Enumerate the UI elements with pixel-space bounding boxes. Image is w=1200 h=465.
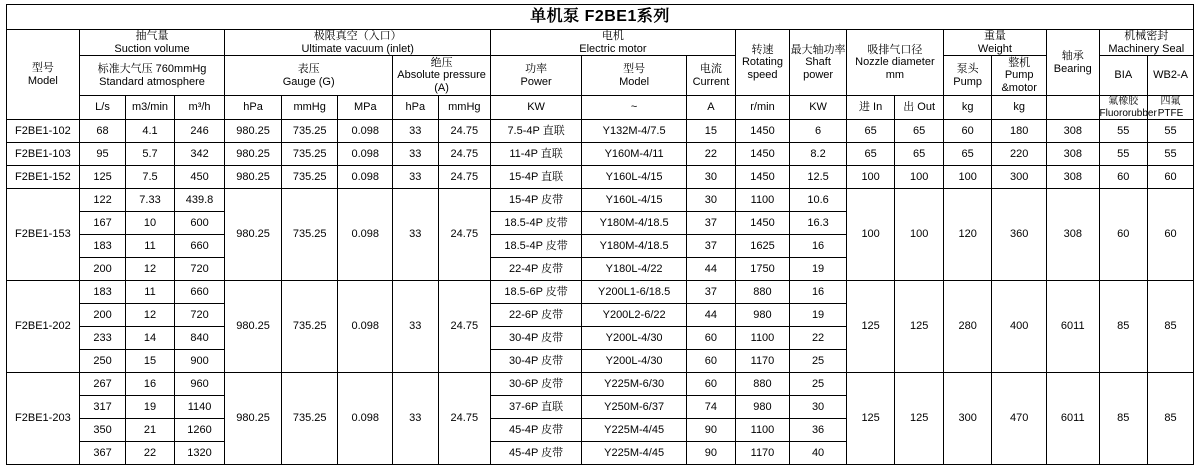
cell-shaft-power: 19 <box>790 304 847 327</box>
cell-speed: 1625 <box>735 235 790 258</box>
cell-abs-hpa: 33 <box>393 143 438 166</box>
cell-abs-mmhg: 24.75 <box>438 143 491 166</box>
cell-m3min: 10 <box>126 212 175 235</box>
cell-seal-bia: 85 <box>1099 281 1148 373</box>
cell-shaft-power: 19 <box>790 258 847 281</box>
cell-m3h: 1140 <box>174 396 225 419</box>
unit-shaft-kw: KW <box>790 96 847 120</box>
unit-gauge-mmhg: mmHg <box>281 96 338 120</box>
cell-current: 44 <box>687 304 736 327</box>
header-rotating-speed: 转速 Rotating speed <box>735 30 790 96</box>
cell-seal-wb2a: 55 <box>1148 120 1194 143</box>
cell-motor-model: Y225M-4/45 <box>582 442 687 465</box>
cell-current: 30 <box>687 166 736 189</box>
cell-power: 22-6P 皮带 <box>491 304 582 327</box>
header-power: 功率 Power <box>491 56 582 96</box>
cell-shaft-power: 30 <box>790 396 847 419</box>
cell-nozzle-in: 100 <box>846 166 895 189</box>
cell-shaft-power: 40 <box>790 442 847 465</box>
cell-ls: 233 <box>79 327 125 350</box>
cell-gauge-mmhg: 735.25 <box>281 166 338 189</box>
cell-weight-pump: 120 <box>943 189 992 281</box>
unit-nozzle-out: 出 Out <box>895 96 944 120</box>
cell-weight-total: 180 <box>992 120 1047 143</box>
cell-weight-pump: 100 <box>943 166 992 189</box>
cell-weight-pump: 65 <box>943 143 992 166</box>
cell-current: 22 <box>687 143 736 166</box>
cell-m3min: 12 <box>126 258 175 281</box>
cell-ls: 200 <box>79 258 125 281</box>
cell-ls: 367 <box>79 442 125 465</box>
cell-seal-wb2a: 85 <box>1148 373 1194 465</box>
cell-weight-total: 360 <box>992 189 1047 281</box>
header-mechanical-seal: 机械密封 Machinery Seal <box>1099 30 1193 56</box>
cell-nozzle-in: 65 <box>846 120 895 143</box>
cell-seal-wb2a: 85 <box>1148 281 1194 373</box>
cell-power: 37-6P 直联 <box>491 396 582 419</box>
unit-gauge-mpa: MPa <box>338 96 393 120</box>
cell-current: 90 <box>687 419 736 442</box>
cell-speed: 980 <box>735 396 790 419</box>
cell-model: F2BE1-203 <box>7 373 80 465</box>
cell-power: 11-4P 直联 <box>491 143 582 166</box>
cell-shaft-power: 22 <box>790 327 847 350</box>
cell-speed: 1170 <box>735 350 790 373</box>
cell-m3min: 14 <box>126 327 175 350</box>
cell-abs-mmhg: 24.75 <box>438 189 491 281</box>
cell-shaft-power: 6 <box>790 120 847 143</box>
header-absolute-pressure: 绝压 Absolute pressure (A) <box>393 56 491 96</box>
cell-abs-hpa: 33 <box>393 189 438 281</box>
cell-power: 18.5-4P 皮带 <box>491 235 582 258</box>
cell-speed: 1100 <box>735 327 790 350</box>
cell-nozzle-out: 65 <box>895 120 944 143</box>
cell-speed: 1450 <box>735 212 790 235</box>
cell-abs-hpa: 33 <box>393 166 438 189</box>
table-body <box>7 120 1194 465</box>
table-row <box>7 120 1194 143</box>
cell-ls: 317 <box>79 396 125 419</box>
cell-weight-pump: 300 <box>943 373 992 465</box>
cell-motor-model: Y200L-4/30 <box>582 350 687 373</box>
cell-m3h: 1320 <box>174 442 225 465</box>
unit-gauge-hpa: hPa <box>225 96 282 120</box>
cell-seal-bia: 55 <box>1099 120 1148 143</box>
cell-m3h: 660 <box>174 235 225 258</box>
table-row <box>7 166 1194 189</box>
cell-motor-model: Y160M-4/11 <box>582 143 687 166</box>
cell-motor-model: Y200L1-6/18.5 <box>582 281 687 304</box>
header-seal-wb2a: WB2-A <box>1148 56 1194 96</box>
cell-bearing: 6011 <box>1046 373 1099 465</box>
cell-nozzle-in: 125 <box>846 373 895 465</box>
cell-m3min: 11 <box>126 235 175 258</box>
cell-current: 37 <box>687 212 736 235</box>
cell-motor-model: Y180L-4/22 <box>582 258 687 281</box>
cell-m3min: 12 <box>126 304 175 327</box>
cell-gauge-hpa: 980.25 <box>225 281 282 373</box>
cell-shaft-power: 16 <box>790 235 847 258</box>
cell-shaft-power: 8.2 <box>790 143 847 166</box>
cell-model: F2BE1-152 <box>7 166 80 189</box>
cell-motor-model: Y225M-4/45 <box>582 419 687 442</box>
cell-gauge-mpa: 0.098 <box>338 373 393 465</box>
cell-nozzle-out: 65 <box>895 143 944 166</box>
cell-speed: 1450 <box>735 166 790 189</box>
cell-model: F2BE1-202 <box>7 281 80 373</box>
page-title: 单机泵 F2BE1系列 <box>7 5 1194 30</box>
cell-abs-mmhg: 24.75 <box>438 166 491 189</box>
cell-shaft-power: 16 <box>790 281 847 304</box>
cell-speed: 1100 <box>735 189 790 212</box>
cell-model: F2BE1-102 <box>7 120 80 143</box>
cell-power: 15-4P 皮带 <box>491 189 582 212</box>
cell-bearing: 308 <box>1046 143 1099 166</box>
cell-gauge-mpa: 0.098 <box>338 120 393 143</box>
cell-abs-mmhg: 24.75 <box>438 120 491 143</box>
cell-abs-mmhg: 24.75 <box>438 281 491 373</box>
cell-bearing: 308 <box>1046 166 1099 189</box>
header-ultimate-vacuum: 极限真空（入口） Ultimate vacuum (inlet) <box>225 30 491 56</box>
cell-nozzle-out: 125 <box>895 373 944 465</box>
cell-nozzle-out: 100 <box>895 189 944 281</box>
unit-weight-pump-kg: kg <box>943 96 992 120</box>
cell-nozzle-out: 125 <box>895 281 944 373</box>
table-row <box>7 143 1194 166</box>
header-electric-motor: 电机 Electric motor <box>491 30 736 56</box>
cell-weight-total: 400 <box>992 281 1047 373</box>
cell-power: 30-4P 皮带 <box>491 327 582 350</box>
cell-speed: 980 <box>735 304 790 327</box>
cell-power: 22-4P 皮带 <box>491 258 582 281</box>
cell-m3h: 840 <box>174 327 225 350</box>
header-motor-model: 型号 Model <box>582 56 687 96</box>
cell-seal-wb2a: 60 <box>1148 189 1194 281</box>
cell-seal-bia: 60 <box>1099 166 1148 189</box>
cell-power: 30-4P 皮带 <box>491 350 582 373</box>
cell-weight-pump: 280 <box>943 281 992 373</box>
cell-motor-model: Y132M-4/7.5 <box>582 120 687 143</box>
cell-bearing: 6011 <box>1046 281 1099 373</box>
header-current: 电流 Current <box>687 56 736 96</box>
header-bearing: 轴承 Bearing <box>1046 30 1099 96</box>
cell-abs-mmhg: 24.75 <box>438 373 491 465</box>
cell-gauge-hpa: 980.25 <box>225 373 282 465</box>
cell-ls: 183 <box>79 235 125 258</box>
cell-bearing: 308 <box>1046 189 1099 281</box>
cell-m3h: 439.8 <box>174 189 225 212</box>
cell-weight-total: 220 <box>992 143 1047 166</box>
cell-m3min: 4.1 <box>126 120 175 143</box>
header-gauge: 表压 Gauge (G) <box>225 56 393 96</box>
unit-m3min: m3/min <box>126 96 175 120</box>
cell-motor-model: Y225M-6/30 <box>582 373 687 396</box>
cell-gauge-hpa: 980.25 <box>225 143 282 166</box>
header-suction-volume: 抽气量 Suction volume <box>79 30 225 56</box>
cell-m3min: 11 <box>126 281 175 304</box>
cell-motor-model: Y250M-6/37 <box>582 396 687 419</box>
cell-m3h: 960 <box>174 373 225 396</box>
cell-motor-model: Y200L-4/30 <box>582 327 687 350</box>
cell-gauge-mmhg: 735.25 <box>281 143 338 166</box>
cell-motor-model: Y180M-4/18.5 <box>582 212 687 235</box>
cell-power: 45-4P 皮带 <box>491 442 582 465</box>
cell-power: 18.5-4P 皮带 <box>491 212 582 235</box>
cell-motor-model: Y160L-4/15 <box>582 166 687 189</box>
cell-gauge-hpa: 980.25 <box>225 189 282 281</box>
cell-gauge-mpa: 0.098 <box>338 143 393 166</box>
cell-shaft-power: 36 <box>790 419 847 442</box>
cell-nozzle-in: 100 <box>846 189 895 281</box>
cell-current: 90 <box>687 442 736 465</box>
cell-m3h: 450 <box>174 166 225 189</box>
cell-m3min: 22 <box>126 442 175 465</box>
cell-current: 37 <box>687 281 736 304</box>
cell-abs-hpa: 33 <box>393 373 438 465</box>
cell-speed: 1450 <box>735 143 790 166</box>
unit-abs-hpa: hPa <box>393 96 438 120</box>
cell-current: 37 <box>687 235 736 258</box>
cell-current: 60 <box>687 350 736 373</box>
cell-speed: 880 <box>735 281 790 304</box>
cell-gauge-mpa: 0.098 <box>338 189 393 281</box>
cell-speed: 1750 <box>735 258 790 281</box>
cell-abs-hpa: 33 <box>393 120 438 143</box>
cell-m3min: 7.33 <box>126 189 175 212</box>
unit-seal-ptfe: 四氟 PTFE <box>1148 96 1194 120</box>
header-seal-bia: BIA <box>1099 56 1148 96</box>
cell-ls: 125 <box>79 166 125 189</box>
cell-gauge-mpa: 0.098 <box>338 281 393 373</box>
cell-shaft-power: 10.6 <box>790 189 847 212</box>
cell-bearing: 308 <box>1046 120 1099 143</box>
cell-current: 44 <box>687 258 736 281</box>
cell-weight-total: 470 <box>992 373 1047 465</box>
cell-m3h: 600 <box>174 212 225 235</box>
header-weight-pump-motor: 整机 Pump &motor <box>992 56 1047 96</box>
unit-ls: L/s <box>79 96 125 120</box>
table-row <box>7 189 1194 212</box>
cell-speed: 1170 <box>735 442 790 465</box>
cell-gauge-mmhg: 735.25 <box>281 189 338 281</box>
cell-gauge-hpa: 980.25 <box>225 120 282 143</box>
table-row <box>7 373 1194 396</box>
cell-m3min: 19 <box>126 396 175 419</box>
unit-current-a: A <box>687 96 736 120</box>
cell-current: 30 <box>687 189 736 212</box>
cell-speed: 1450 <box>735 120 790 143</box>
cell-current: 60 <box>687 373 736 396</box>
cell-m3h: 660 <box>174 281 225 304</box>
cell-shaft-power: 25 <box>790 350 847 373</box>
cell-current: 60 <box>687 327 736 350</box>
cell-model: F2BE1-103 <box>7 143 80 166</box>
cell-power: 45-4P 皮带 <box>491 419 582 442</box>
cell-weight-pump: 60 <box>943 120 992 143</box>
header-weight: 重量 Weight <box>943 30 1046 56</box>
cell-ls: 167 <box>79 212 125 235</box>
unit-nozzle-in: 进 In <box>846 96 895 120</box>
cell-m3h: 342 <box>174 143 225 166</box>
cell-gauge-mpa: 0.098 <box>338 166 393 189</box>
unit-power-kw: KW <box>491 96 582 120</box>
cell-m3h: 720 <box>174 258 225 281</box>
cell-power: 30-6P 皮带 <box>491 373 582 396</box>
unit-m3h: m³/h <box>174 96 225 120</box>
header-model: 型号 Model <box>7 30 80 120</box>
cell-model: F2BE1-153 <box>7 189 80 281</box>
cell-speed: 880 <box>735 373 790 396</box>
cell-seal-wb2a: 60 <box>1148 166 1194 189</box>
cell-weight-total: 300 <box>992 166 1047 189</box>
cell-seal-wb2a: 55 <box>1148 143 1194 166</box>
cell-ls: 122 <box>79 189 125 212</box>
cell-power: 18.5-6P 皮带 <box>491 281 582 304</box>
cell-m3min: 16 <box>126 373 175 396</box>
unit-seal-fluororubber: 氟橡胶 Fluororubber <box>1099 96 1157 119</box>
cell-gauge-hpa: 980.25 <box>225 166 282 189</box>
cell-seal-bia: 85 <box>1099 373 1148 465</box>
header-weight-pump: 泵头 Pump <box>943 56 992 96</box>
cell-m3h: 1260 <box>174 419 225 442</box>
cell-nozzle-in: 65 <box>846 143 895 166</box>
cell-nozzle-in: 125 <box>846 281 895 373</box>
unit-speed-rmin: r/min <box>735 96 790 120</box>
cell-power: 7.5-4P 直联 <box>491 120 582 143</box>
cell-motor-model: Y160L-4/15 <box>582 189 687 212</box>
cell-m3min: 5.7 <box>126 143 175 166</box>
cell-gauge-mmhg: 735.25 <box>281 373 338 465</box>
header-nozzle-diameter: 吸排气口径 Nozzle diameter mm <box>846 30 943 96</box>
unit-bearing <box>1046 96 1099 120</box>
cell-m3h: 720 <box>174 304 225 327</box>
cell-ls: 95 <box>79 143 125 166</box>
cell-motor-model: Y180M-4/18.5 <box>582 235 687 258</box>
cell-speed: 1100 <box>735 419 790 442</box>
cell-m3min: 15 <box>126 350 175 373</box>
cell-seal-bia: 60 <box>1099 189 1148 281</box>
cell-shaft-power: 25 <box>790 373 847 396</box>
cell-gauge-mmhg: 735.25 <box>281 120 338 143</box>
cell-power: 15-4P 直联 <box>491 166 582 189</box>
cell-shaft-power: 12.5 <box>790 166 847 189</box>
cell-ls: 68 <box>79 120 125 143</box>
unit-weight-total-kg: kg <box>992 96 1047 120</box>
cell-ls: 200 <box>79 304 125 327</box>
cell-motor-model: Y200L2-6/22 <box>582 304 687 327</box>
cell-current: 74 <box>687 396 736 419</box>
table-row <box>7 281 1194 304</box>
cell-m3h: 246 <box>174 120 225 143</box>
cell-ls: 250 <box>79 350 125 373</box>
header-standard-atmosphere: 标准大气压 760mmHg Standard atmosphere <box>79 56 225 96</box>
cell-shaft-power: 16.3 <box>790 212 847 235</box>
cell-ls: 183 <box>79 281 125 304</box>
cell-m3h: 900 <box>174 350 225 373</box>
unit-abs-mmhg: mmHg <box>438 96 491 120</box>
cell-m3min: 21 <box>126 419 175 442</box>
cell-ls: 267 <box>79 373 125 396</box>
cell-current: 15 <box>687 120 736 143</box>
cell-abs-hpa: 33 <box>393 281 438 373</box>
cell-m3min: 7.5 <box>126 166 175 189</box>
header-shaft-power: 最大轴功率 Shaft power <box>790 30 847 96</box>
cell-seal-bia: 55 <box>1099 143 1148 166</box>
cell-ls: 350 <box>79 419 125 442</box>
unit-motor-model: ~ <box>582 96 687 120</box>
cell-gauge-mmhg: 735.25 <box>281 281 338 373</box>
cell-nozzle-out: 100 <box>895 166 944 189</box>
pump-spec-table <box>6 4 1194 465</box>
